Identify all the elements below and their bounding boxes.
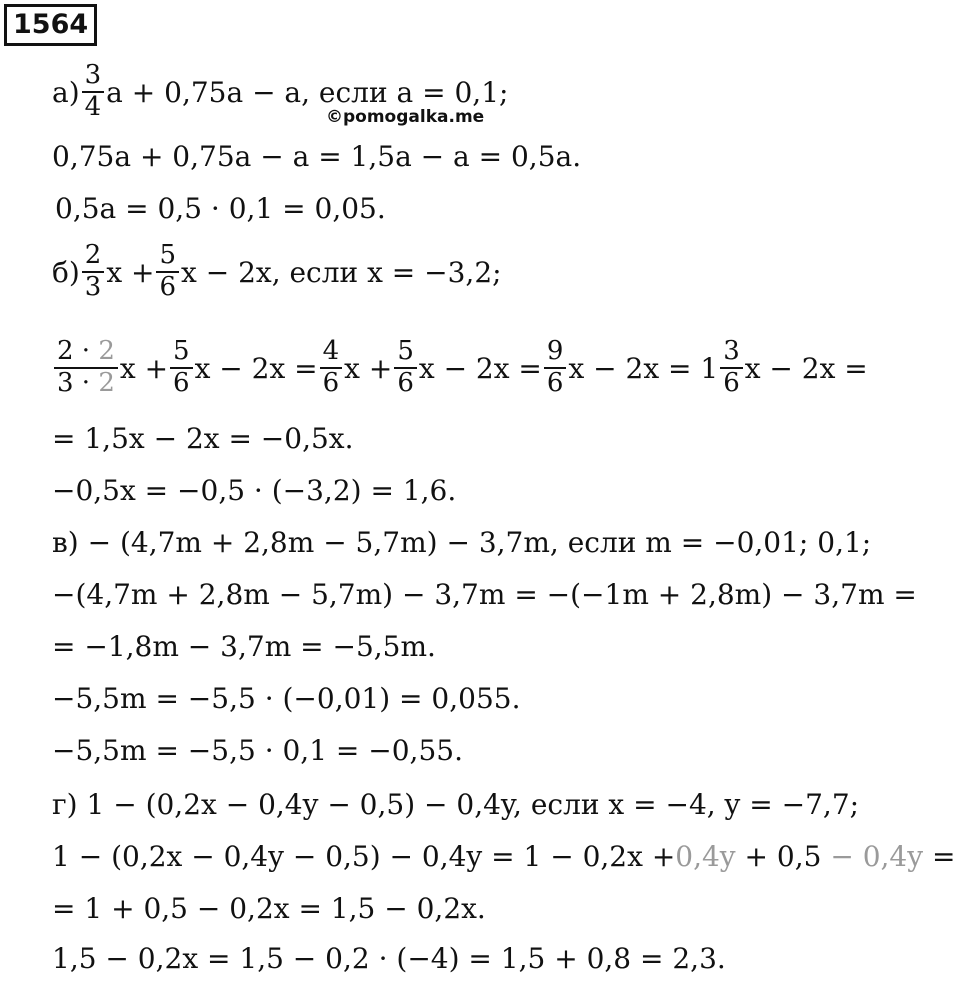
numerator: 5 (170, 337, 193, 369)
sol-b-t4: x − 2x = (418, 351, 542, 385)
numerator (54, 337, 118, 369)
line-a-sol1: 0,75a + 0,75a − a = 1,5a − a = 0,5a. (52, 139, 582, 173)
sol-g-cancelled-term-1: 0,4y (675, 839, 736, 873)
numerator-part: 2 · (57, 336, 99, 367)
numerator: 5 (156, 241, 179, 273)
line-a-task (52, 60, 509, 122)
line-v-sol4: −5,5m = −5,5 · 0,1 = −0,55. (52, 733, 463, 767)
fraction-2-3 (82, 241, 105, 303)
line-v-sol2: = −1,8m − 3,7m = −5,5m. (52, 629, 436, 663)
line-b-sol3: −0,5x = −0,5 · (−3,2) = 1,6. (52, 473, 457, 507)
denominator: 6 (173, 368, 190, 398)
numerator: 9 (544, 337, 567, 369)
problem-number-badge: 1564 (4, 4, 97, 46)
sol-g-part-c: = (923, 839, 956, 873)
line-g-sol2: = 1 + 0,5 − 0,2x = 1,5 − 0,2x. (52, 891, 486, 925)
denominator: 6 (723, 368, 740, 398)
line-g-sol1 (52, 828, 955, 884)
numerator: 2 (82, 241, 105, 273)
line-v-sol1: −(4,7m + 2,8m − 5,7m) − 3,7m = −(−1m + 2,8m) − 3,7m = (52, 577, 917, 611)
fraction-5-6 (170, 337, 193, 399)
line-g-task: г) 1 − (0,2x − 0,4y − 0,5) − 0,4y, если x = −4, y = −7,7; (52, 787, 860, 821)
sol-g-part-b: + 0,5 (735, 839, 831, 873)
numerator-multiplier: 2 (98, 336, 115, 367)
task-b-rest: x − 2x, если x = −3,2; (181, 255, 502, 289)
line-a-sol2: 0,5a = 0,5 · 0,1 = 0,05. (55, 191, 386, 225)
denominator: 4 (84, 92, 102, 122)
fraction-3-6 (720, 337, 743, 399)
task-a-rest: a + 0,75a − a, если a = 0,1; (106, 75, 509, 109)
denominator: 6 (159, 272, 177, 302)
sol-g-cancelled-term-2: − 0,4y (830, 839, 924, 873)
fraction-4-6 (320, 337, 343, 399)
denominator: 6 (322, 368, 340, 398)
numerator: 5 (394, 337, 417, 369)
line-b-sol2: = 1,5x − 2x = −0,5x. (52, 421, 354, 455)
watermark: ©pomogalka.me (326, 107, 485, 127)
line-v-sol3: −5,5m = −5,5 · (−0,01) = 0,055. (52, 681, 521, 715)
task-b-mid: x + (106, 255, 155, 289)
denominator-multiplier: 2 (98, 368, 115, 398)
sol-b-t1: x + (119, 351, 169, 385)
numerator: 3 (720, 337, 743, 369)
line-b-task (52, 240, 502, 302)
sol-b-t3: x + (344, 351, 393, 385)
sol-b-t2: x − 2x = (194, 351, 318, 385)
numerator: 4 (320, 337, 343, 369)
sol-b-t5: x − 2x = 1 (568, 351, 719, 385)
line-b-sol1 (52, 336, 868, 398)
sol-b-t6: x − 2x = (744, 351, 868, 385)
line-g-sol3: 1,5 − 0,2x = 1,5 − 0,2 · (−4) = 1,5 + 0,8 = 2,3. (52, 941, 726, 975)
fraction-9-6 (544, 337, 567, 399)
line-v-task: в) − (4,7m + 2,8m − 5,7m) − 3,7m, если m = −0,01; 0,1; (52, 525, 872, 559)
fraction-5-6-b (394, 337, 417, 399)
denominator (54, 369, 118, 399)
fraction-expanded (54, 337, 118, 399)
prefix-a: а) (52, 75, 80, 109)
prefix-b: б) (52, 255, 80, 289)
denominator: 3 (84, 272, 102, 302)
fraction-3-4 (82, 61, 105, 123)
sol-g-part-a: 1 − (0,2x − 0,4y − 0,5) − 0,4y = 1 − 0,2x + (52, 839, 676, 873)
fraction-5-6 (156, 241, 179, 303)
denominator: 6 (546, 368, 564, 398)
denominator: 6 (397, 368, 414, 398)
numerator: 3 (82, 61, 105, 93)
denominator-part: 3 · (57, 368, 99, 398)
